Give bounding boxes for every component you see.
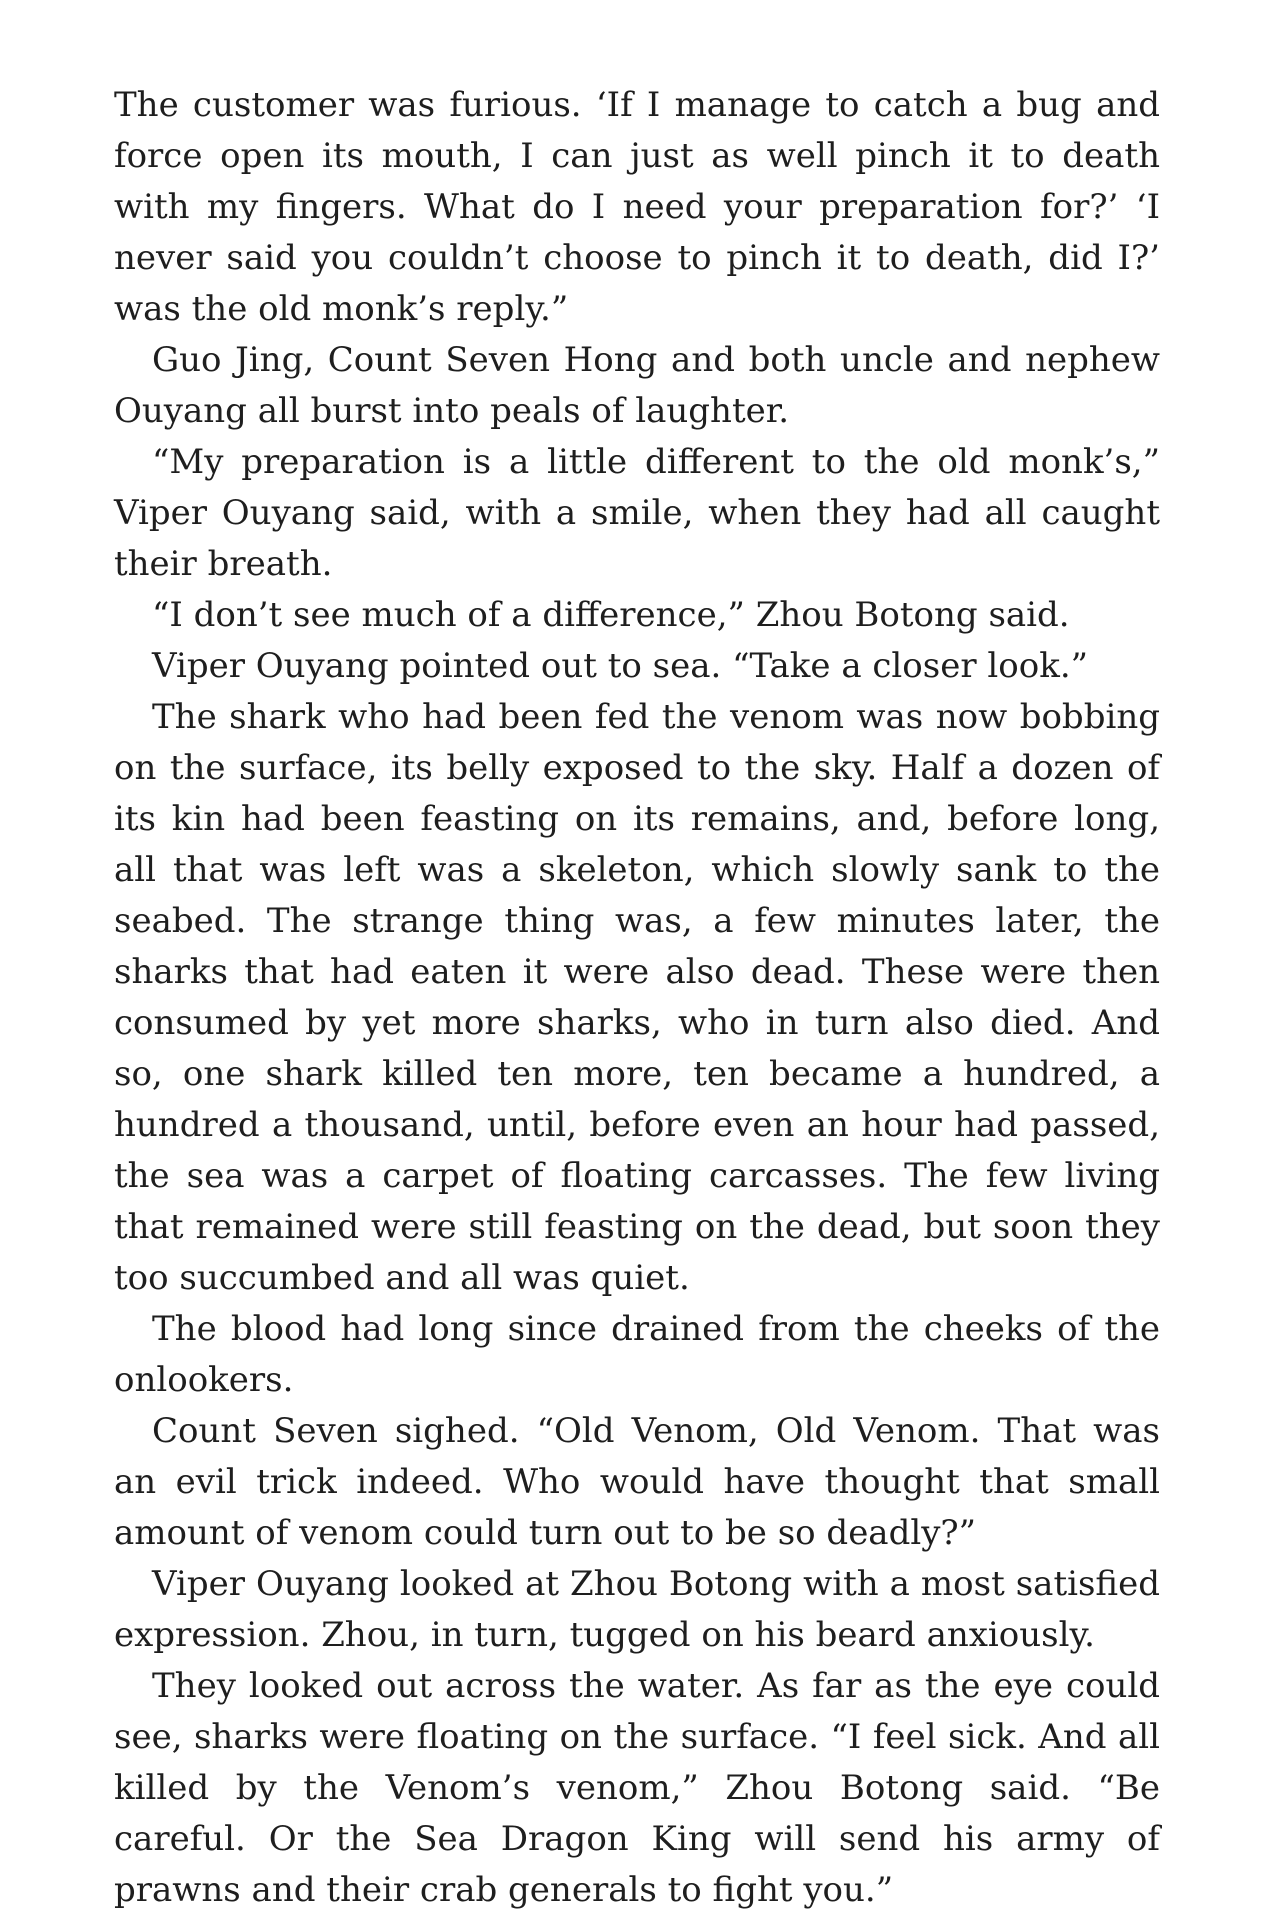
paragraph: “I don’t see much of a difference,” Zhou Botong said. <box>152 595 1070 635</box>
paragraph: They looked out across the water. As far as the eye could see, sharks were floating on the surface. “I feel sick. And all killed by the Venom’s venom,” Zhou Botong said. “Be careful. Or the Sea Dragon King will send his army of prawns and their crab generals to fight you.” <box>114 1666 1160 1910</box>
paragraph: Viper Ouyang pointed out to sea. “Take a closer look.” <box>152 646 1089 686</box>
paragraph: Count Seven sighed. “Old Venom, Old Venom. That was an evil trick indeed. Who would have thought that small amount of venom could turn out to be so deadly?” <box>114 1411 1160 1553</box>
paragraph: The blood had long since drained from the cheeks of the onlookers. <box>114 1309 1160 1400</box>
paragraph: Viper Ouyang looked at Zhou Botong with a most satisfied expression. Zhou, in turn, tugged on his beard anxiously. <box>114 1564 1160 1655</box>
paragraph: Guo Jing, Count Seven Hong and both uncle and nephew Ouyang all burst into peals of laughter. <box>114 340 1160 431</box>
paragraph: “My preparation is a little different to the old monk’s,” Viper Ouyang said, with a smile, when they had all caught their breath. <box>114 442 1160 584</box>
paragraph: The customer was furious. ‘If I manage to catch a bug and force open its mouth, I can just as well pinch it to death with my fingers. What do I need your preparation for?’ ‘I never said you couldn’t choose to pinch it to death, did I?’ was the old monk’s reply.” <box>114 85 1160 329</box>
page-text-body <box>114 80 1160 1916</box>
paragraph: The shark who had been fed the venom was now bobbing on the surface, its belly exposed to the sky. Half a dozen of its kin had been feasting on its remains, and, before long, all that was left was a skeleton, which slowly sank to the seabed. The strange thing was, a few minutes later, the sharks that had eaten it were also dead. These were then consumed by yet more sharks, who in turn also died. And so, one shark killed ten more, ten became a hundred, a hundred a thousand, until, before even an hour had passed, the sea was a carpet of floating carcasses. The few living that remained were still feasting on the dead, but soon they too succumbed and all was quiet. <box>114 697 1160 1298</box>
